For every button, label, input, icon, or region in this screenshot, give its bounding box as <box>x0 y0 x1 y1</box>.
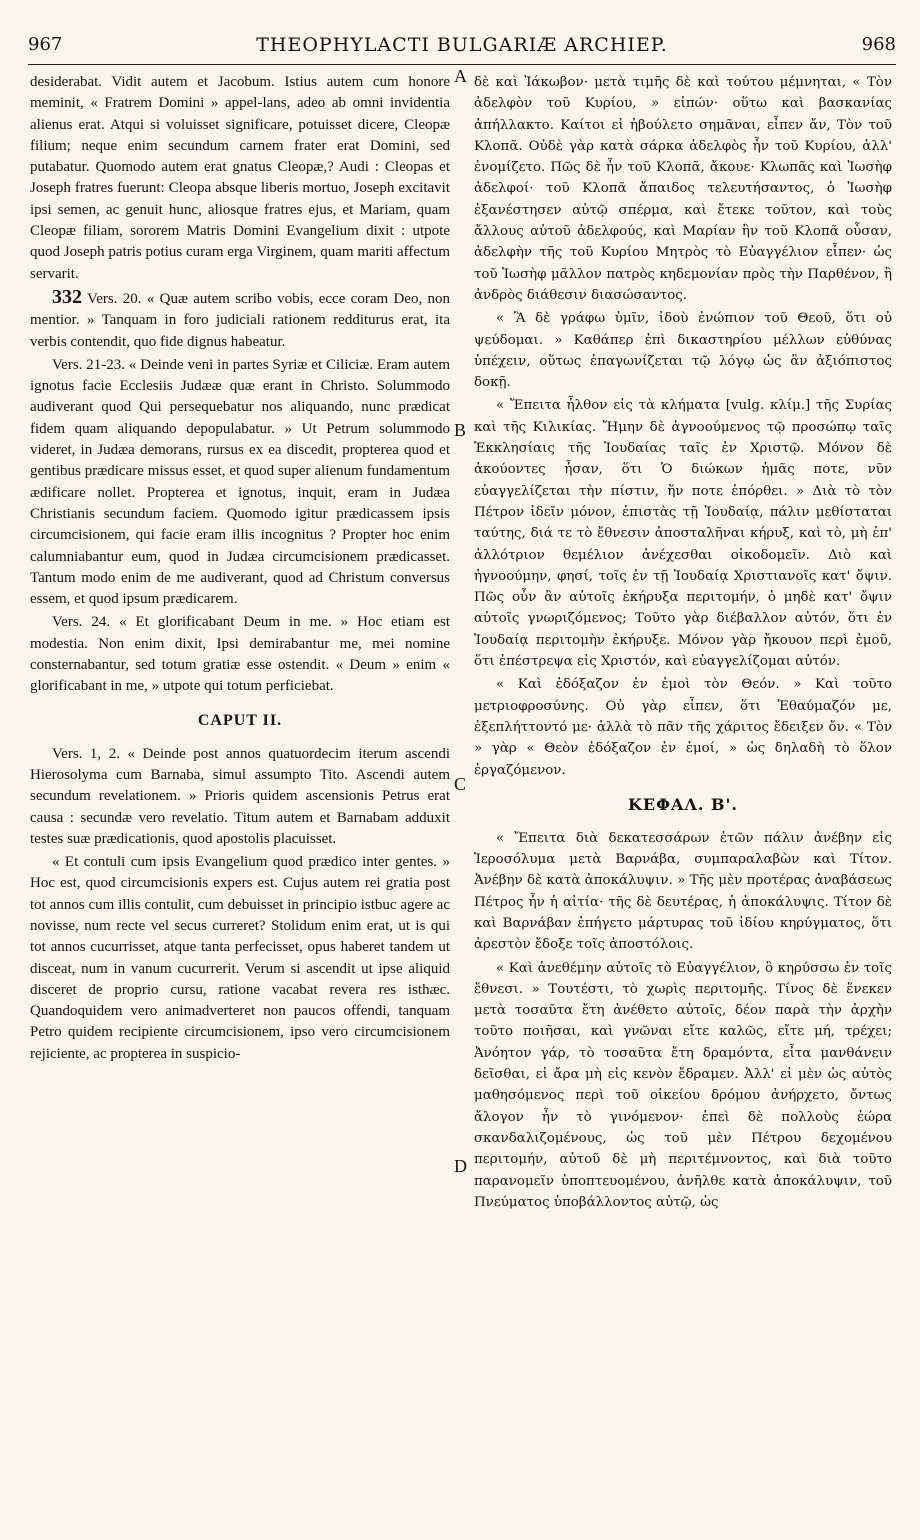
latin-paragraph-text: Vers. 20. « Quæ autem scribo vobis, ecce coram Deo, non mentior. » Tanquam in foro judiciali rationem redditurus erat, ita verbis contendit, quo fide dignus habeatur. <box>30 290 450 350</box>
page-number-left: 967 <box>28 34 63 55</box>
margin-mark-d: D <box>454 1156 467 1176</box>
page-header <box>28 30 896 65</box>
greek-paragraph: δὲ καὶ Ἰάκωβον· μετὰ τιμῆς δὲ καὶ τούτου μέμνηται, « Τὸν ἀδελφὸν τοῦ Κυρίου, » εἰπών· οὕτω καὶ βασκανίας ἀπήλλακτο. Καίτοι εἰ ἠβούλετο σημᾶναι, εἶπεν ἄν, Τὸν τοῦ Κλοπᾶ. Οὐδὲ γὰρ κατὰ σάρκα ἀδελφὸς ἦν τοῦ Κυρίου, ἀλλ' ἐνομίζετο. Πῶς δὲ ἦν τοῦ Κλοπᾶ, ἄκουε· Κλωπᾶς καὶ Ἰωσὴφ ἀδελφοί· τοῦ Κλοπᾶ ἄπαιδος τελευτήσαντος, ὁ Ἰωσὴφ ἐξανέστησεν αὐτῷ σπέρμα, καὶ ἔτεκε τοῦτον, καὶ τοὺς ἄλλους αὐτοῦ ἀδελφούς, καὶ Μαρίαν ἣν τοῦ Κλοπᾶ οὖσαν, ἀδελφὴν τῆς τοῦ Κυρίου Μητρὸς τὸ Εὐαγγέλιον εἶπεν· ὡς τοῦ Ἰωσὴφ μᾶλλον πατρὸς κηδεμονίαν πρὸς τὴν Παρθένον, ἢ ἀνδρὸς διάθεσιν διασώσαντος. <box>474 75 892 303</box>
greek-paragraph: « Καὶ ἐδόξαζον ἐν ἐμοὶ τὸν Θεόν. » Καὶ τοῦτο μετριοφροσύνης. Οὐ γὰρ εἶπεν, ὅτι Ἐθαύμαζόν με, ἐξεπλήττοντό με· ἀλλὰ τὸ πᾶν τῆς χάριτος ἔδειξεν ὄν. « Τὸν » γὰρ « Θεὸν ἐδόξαζον ἐν ἐμοί, » ὡς δηλαδὴ τὸ ὅλον ἐργαζόμενον. <box>474 677 892 778</box>
page-number-right: 968 <box>861 34 896 55</box>
running-title: THEOPHYLACTI BULGARIÆ ARCHIEP. <box>256 34 668 56</box>
margin-mark-a: A <box>454 66 467 86</box>
margin-mark-b: B <box>454 420 467 440</box>
latin-paragraph: Vers. 24. « Et glorificabant Deum in me. » Hoc etiam est modestia. Non enim dixit, Ipsi demirabantur me, mei nomine consternabantur, sed totum gratiæ esse ostendit. « Deum » enim « glorificabant in me, » utpote qui totum perficiebat. <box>30 614 450 695</box>
greek-column <box>474 72 892 1532</box>
greek-paragraph: « Καὶ ἀνεθέμην αὐτοῖς τὸ Εὐαγγέλιον, ὃ κηρύσσω ἐν τοῖς ἔθνεσι. » Τουτέστι, τὸ χωρὶς περιτομῆς. Τίνος δὲ ἕνεκεν μετὰ τοσαῦτα ἔτη ἀνέθετο αὐτοῖς, δέον παρὰ τὴν ἀρχὴν τοῦτο ποιῆσαι, καὶ γνῶναι εἴτε καλῶς, εἴτε μή, τρέχει; Ἀνόητον γάρ, τὸ τοσαῦτα ἔτη δραμόντα, εἶτα μανθάνειν δεῖσθαι, εἰ ἄρα μὴ εἰς κενὸν ἔδραμεν. Ἀλλ' εἰ μὲν ὡς αὐτὸς μαθησόμενος περὶ τοῦ οἰκείου δρόμου ἀνήρχετο, ὄντως ἄλογον ἦν τὸ γινόμενον· ἐπεὶ δὲ πολλοὺς ἑώρα σκανδαλιζομένους, ὡς τοῦ μὲν Πέτρου δεχομένου περιτομήν, αὐτοῦ δὲ μὴ περιτέμνοντος, καὶ διὰ τοῦτο παρανομεῖν ὑποπτευομένου, ἀνῆλθε κατὰ ἀποκάλυψιν, τοῦ Πνεύματος ὑποβάλλοντος αὐτῷ, ὡς <box>474 960 892 1210</box>
latin-paragraph <box>30 287 450 353</box>
greek-paragraph: « Ἃ δὲ γράφω ὑμῖν, ἰδοὺ ἐνώπιον τοῦ Θεοῦ, ὅτι οὐ ψεύδομαι. » Καθάπερ ἐπὶ δικαστηρίου μέλλων εὐθύνας ὑπέχειν, οὕτως ἐπαγωνίζεται τῷ λόγῳ ὡς ἂν ἀξιόπιστος δοκῇ. <box>474 311 892 391</box>
greek-paragraph: « Ἔπειτα διὰ δεκατεσσάρων ἐτῶν πάλιν ἀνέβην εἰς Ἱεροσόλυμα μετὰ Βαρνάβα, συμπαραλαβὼν καὶ Τίτον. Ἀνέβην δὲ κατὰ ἀποκάλυψιν. » Τῆς μὲν προτέρας ἀναβάσεως Πέτρος ἦν ἡ αἰτία· τῆς δὲ δευτέρας, ἡ ἀποκάλυψις. Τίτον δὲ καὶ Βαρνάβαν ἐπήγετο μάρτυρας τοῦ ἰδίου κηρύγματος, ὅτι ἀρεστὸν ἔδοξε τοῖς ἀποστόλοις. <box>474 830 892 953</box>
greek-paragraph: « Ἔπειτα ἦλθον εἰς τὰ κλήματα [vulg. κλίμ.] τῆς Συρίας καὶ τῆς Κιλικίας. Ἤμην δὲ ἀγνοούμενος τῷ προσώπῳ ταῖς Ἐκκλησίαις τῆς Ἰουδαίας ταῖς ἐν Χριστῷ. Μόνον δὲ ἀκούοντες ἦσαν, ὅτι Ὁ διώκων ἡμᾶς ποτε, νῦν εὐαγγελίζεται τὴν πίστιν, ἥν ποτε ἐπόρθει. » Διὰ τὸ τὸν Πέτρον ἰδεῖν μόνον, ἐπιστὰς τῇ Ἰουδαίᾳ, πάλιν μεθίσταται ταύτης, διά τε τὸ ἔθνεσιν ἀποσταλῆναι κήρυξ, καὶ τὸ, μὴ ἐπ' ἀλλότριον θεμέλιον ἀνέχεσθαι οἰκοδομεῖν. Διὸ καὶ ἠγνοούμην, φησί, τοῖς ἐν τῇ Ἰουδαίᾳ Χριστιανοῖς κατ' ὄψιν. Πῶς οὖν ἂν αὐτοῖς ἐκήρυξα περιτομήν, ὁ μηδὲ κατ' ὄψιν αὐτοῖς γνωριζόμενος; Τοῦτο γὰρ διέβαλλον αὐτόν, ὅτι ἐν Ἰουδαίᾳ περιτομὴν ἐκήρυξε. Μόνον γὰρ ἤκουον περὶ ἐμοῦ, ὅτι ἐπέστρεψα εἰς Χριστόν, καὶ εὐαγγελίζομαι αὐτόν. <box>474 398 892 670</box>
latin-paragraph: « Et contuli cum ipsis Evangelium quod prædico inter gentes. » Hoc est, quod circumcisionis expers est. Cujus autem rei gratia post tot annos cum illis contulit, cum debuisset in principio istbuc agere ac novisse, num recte vel secus curreret? Stolidum enim erat, ut is qui tot annos cucurrisset, atque tanta perfecisset, opus haberet tandem ut disceat, num in vanum cucurrerit. Verum si ascendit ut ipse aliquid disceret de proprio cursu, ratione vacabat revera res isthæc. Quandoquidem vero animadverteret non paucos offendi, tanquam Petro quidem recipiente circumcisionem, ipso vero circumcisionem rejiciente, ac propterea in suspicio- <box>30 854 450 1062</box>
latin-paragraph: Vers. 21-23. « Deinde veni in partes Syriæ et Ciliciæ. Eram autem ignotus facie Ecclesiis Judææ quæ erant in Christo. Solummodo audiverant quod Qui persequebatur nos aliquando, nunc prædicat fidem quam aliquando depopulabatur. » Ut Petrum solummodo videret, in Judæa demorans, rursus ex ea discedit, propterea quod et gentibus prædicare missus esset, et quod super alienum fundamentum ædificare nollet. Propterea et ignotus, inquit, eram in Judæa Christianis secundum faciem. Quomodo igitur prædicassem ipsis circumcisionem, qui facie eram illis incognitus ? Propter hoc enim calumniabantur eum, quod in Judæa circumcisionem prædicasset. Tantum modo enim de me audiverant, quod ad Christum conversus essem, et quod ipsum prædicarem. <box>30 356 450 608</box>
margin-mark-c: C <box>454 774 467 794</box>
column-number: 332 <box>52 285 82 308</box>
chapter-heading-greek: ΚΕΦΑΛ. Β'. <box>628 794 738 814</box>
latin-paragraph: desiderabat. Vidit autem et Jacobum. Istius autem cum honore meminit, « Fratrem Domini » appel-lans, adeo ab omni invidentia alienus erat. Atqui si voluisset significare, potuisset dicere, Cleopæ filium; neque enim secundum carnem frater erat Domini, sed putabatur. Quomodo autem erat gnatus Cleopæ,? Audi : Cleopas et Joseph fratres fuerunt: Cleopa absque liberis mortuo, Joseph excitavit ipsi semen, ac genuit hunc, aliosque fratres ejus, et Mariam, quam Cleopæ filiam, sororem Matris Domini Evangelium dixit : utpote quod Joseph patris potius curam erga Virginem, quam mariti affectum servarit. <box>30 74 450 282</box>
latin-column <box>30 72 450 1532</box>
latin-paragraph: Vers. 1, 2. « Deinde post annos quatuordecim iterum ascendi Hierosolyma cum Barnaba, simul assumpto Tito. Ascendi autem secundum revelationem. » Prioris quidem ascensionis Petrus erat causa : secundæ vero revelatio. Titum autem et Barnabam adduxit testes suæ prædicationis, quod apostolis placuisset. <box>30 745 450 847</box>
chapter-heading-latin: CAPUT II. <box>197 711 283 729</box>
